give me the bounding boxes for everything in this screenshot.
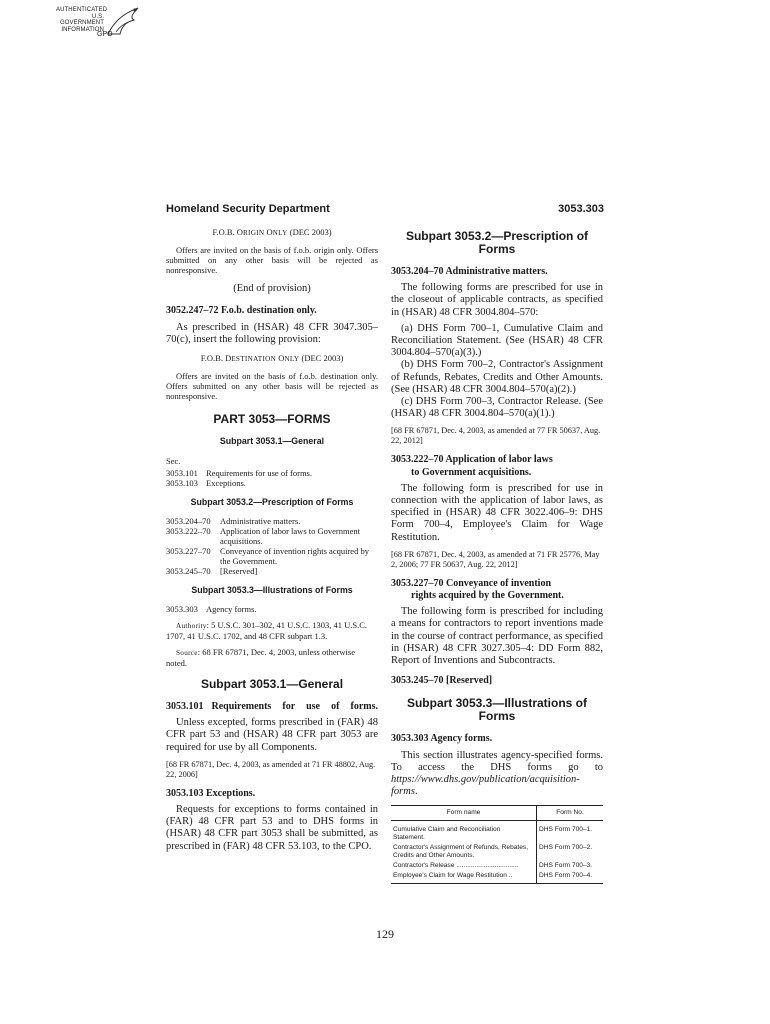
form-name-cell: Employee's Claim for Wage Restitution .. <box>391 871 537 884</box>
section-heading-3053-303: 3053.303 Agency forms. <box>391 733 493 745</box>
toc-subpart-2-list <box>166 516 378 576</box>
toc-entry: 3053.101 Requirements for use of forms. <box>166 467 312 478</box>
section-text-3053-227-70: The following form is prescribed for including a means for contractors to report inventions made in the course of contract performance, as specified in (HSAR) 48 CFR 3027.305–4: DD Form 882, Report of Inventions and Subcontracts. <box>391 606 603 667</box>
form-name-cell: Contractor's Assignment of Refunds, Rebates, Credits and Other Amounts. <box>391 843 537 861</box>
section-text-3053-222-70: The following form is prescribed for use in connection with the application of labor laws, as specified in (HSAR) 48 CFR 3022.406–9: DHS Form 700–4, Employee's Claim for Wage Restitution. <box>391 482 603 543</box>
part-title: PART 3053—FORMS <box>213 412 331 427</box>
authority-note: Authority: 5 U.S.C. 301–302, 41 U.S.C. 1303, 41 U.S.C. 1707, 41 U.S.C. 1702, and 48 CFR subpart 1.3. <box>166 620 367 642</box>
section-item-c: (c) DHS Form 700–3, Contractor Release. (See (HSAR) 48 CFR 3004.804–570(a)(1).) <box>391 396 603 420</box>
section-text-3053-101: Unless excepted, forms prescribed in (FAR) 48 CFR part 53 and (HSAR) 48 CFR part 3053 are required for use by all Components. <box>166 717 378 753</box>
toc-sec-label: Sec. <box>166 455 181 466</box>
badge-line: AUTHENTICATED <box>56 7 108 13</box>
destination-only-title: F.O.B. DESTINATION ONLY (DEC 2003) <box>200 353 344 364</box>
toc-entry: 3053.222–70 Application of labor laws to Government acquisitions. <box>166 525 360 546</box>
form-name-cell: Cumulative Claim and Reconciliation Statement. <box>391 820 537 843</box>
origin-only-text: Offers are invited on the basis of f.o.b. origin only. Offers submitted on any other basis will be rejected as nonresponsive. <box>166 245 378 276</box>
subpart-2-heading: Subpart 3053.2—Prescription of Forms <box>405 229 589 256</box>
badge-line: U.S. GOVERNMENT <box>59 13 104 26</box>
toc-entry: 3053.227–70 Conveyance of invention rights acquired by the Government. <box>166 545 369 566</box>
table-header-row <box>391 805 603 820</box>
form-no-cell: DHS Form 700–2. <box>539 843 593 851</box>
section-heading-3053-101: 3053.101 Requirements for use of forms. <box>166 701 378 713</box>
citation-3053-222-70: [68 FR 67871, Dec. 4, 2003, as amended at 71 FR 25776, May 2, 2006; 77 FR 50637, Aug. 22, 2012] <box>391 549 600 569</box>
section-heading-3052-247-72: 3052.247–72 F.o.b. destination only. <box>166 305 317 317</box>
source-note: Source: 68 FR 67871, Dec. 4, 2003, unless otherwise noted. <box>166 647 356 669</box>
running-head-section: 3053.303 <box>558 203 604 215</box>
forms-table <box>391 805 603 884</box>
citation-3053-204-70: [68 FR 67871, Dec. 4, 2003, as amended at 77 FR 50637, Aug. 22, 2012] <box>391 426 601 446</box>
origin-only-title: F.O.B. ORIGIN ONLY (DEC 2003) <box>212 227 332 237</box>
dhs-forms-link[interactable]: https://www.dhs.gov/publication/acquisition-forms <box>391 774 580 798</box>
left-column <box>166 226 378 857</box>
form-no-cell: DHS Form 700–3. <box>539 861 593 869</box>
eagle-logo-icon <box>104 4 144 44</box>
toc-subpart-2-heading: Subpart 3053.2—Prescription of Forms <box>190 496 354 507</box>
toc-entry: 3053.103 Exceptions. <box>166 477 246 488</box>
table-row <box>391 820 603 843</box>
subpart-3-heading: Subpart 3053.3—Illustrations of Forms <box>406 696 588 724</box>
toc-entry: 3053.303 Agency forms. <box>166 604 257 615</box>
toc-subpart-1-heading: Subpart 3053.1—General <box>219 436 325 447</box>
table-row <box>391 843 603 861</box>
running-head-agency: Homeland Security Department <box>166 203 330 215</box>
gpo-mark: GPO <box>97 31 113 38</box>
toc-entry: 3053.204–70 Administrative matters. <box>166 515 301 526</box>
gpo-authentication-badge <box>56 4 146 48</box>
toc-subpart-1-list <box>166 468 378 488</box>
form-no-cell: DHS Form 700–4. <box>537 871 604 884</box>
section-item-a: (a) DHS Form 700–1, Cumulative Claim and Reconciliation Statement. (See (HSAR) 48 CFR 3004.804–570(a)(3).) <box>391 322 603 359</box>
destination-only-text: Offers are invited on the basis of f.o.b. destination only. Offers submitted on any other basis will be rejected as nonresponsive. <box>166 371 378 402</box>
badge-text <box>56 7 108 33</box>
section-item-b: (b) DHS Form 700–2, Contractor's Assignment of Refunds, Rebates, Credits and Other Amounts. (See (HSAR) 48 CFR 3004.804–570(a)(2).) <box>391 359 603 395</box>
toc-entry: 3053.245–70 [Reserved] <box>166 565 258 576</box>
section-heading-3053-222-70: 3053.222–70 Application of labor laws to Government acquisitions. <box>391 454 553 478</box>
page-number: 129 <box>376 927 394 941</box>
section-text-3053-204-70: The following forms are prescribed for use in the closeout of applicable contracts, as specified in (HSAR) 48 CFR 3004.804–570: <box>391 282 603 318</box>
section-text-3052-247-72: As prescribed in (HSAR) 48 CFR 3047.305–70(c), insert the following provision: <box>166 321 378 345</box>
column-header-form-name: Form name <box>391 805 537 820</box>
column-header-form-no: Form No. <box>537 805 604 820</box>
table-row <box>391 861 603 871</box>
section-text-3053-303: This section illustrates agency-specified forms. To access the DHS forms go to https://www.dhs.gov/publication/acquisition-forms. <box>391 749 603 798</box>
table-row <box>391 871 603 884</box>
section-heading-3053-227-70: 3053.227–70 Conveyance of invention rights acquired by the Government. <box>391 577 564 602</box>
form-name-cell: Contractor's Release .................................. <box>391 861 537 871</box>
subpart-1-heading: Subpart 3053.1—General <box>200 677 344 692</box>
citation-3053-101: [68 FR 67871, Dec. 4, 2003, as amended at 71 FR 48802, Aug. 22, 2006] <box>166 759 376 779</box>
badge-line: INFORMATION <box>61 26 104 33</box>
section-text-3053-103: Requests for exceptions to forms contained in (FAR) 48 CFR part 53 and to DHS forms in (HSAR) 48 CFR part 3053 shall be submitted, as prescribed in (FAR) 48 CFR 53.103, to the CPO. <box>166 804 378 852</box>
right-column <box>391 226 603 884</box>
section-heading-3053-204-70: 3053.204–70 Administrative matters. <box>391 266 548 277</box>
section-heading-3053-245-70: 3053.245–70 [Reserved] <box>391 675 493 687</box>
end-of-provision: (End of provision) <box>233 283 311 295</box>
section-heading-3053-103: 3053.103 Exceptions. <box>166 787 256 799</box>
form-no-cell: DHS Form 700–1. <box>539 825 593 833</box>
toc-subpart-3-list <box>166 604 378 614</box>
toc-subpart-3-heading: Subpart 3053.3—Illustrations of Forms <box>191 584 353 595</box>
